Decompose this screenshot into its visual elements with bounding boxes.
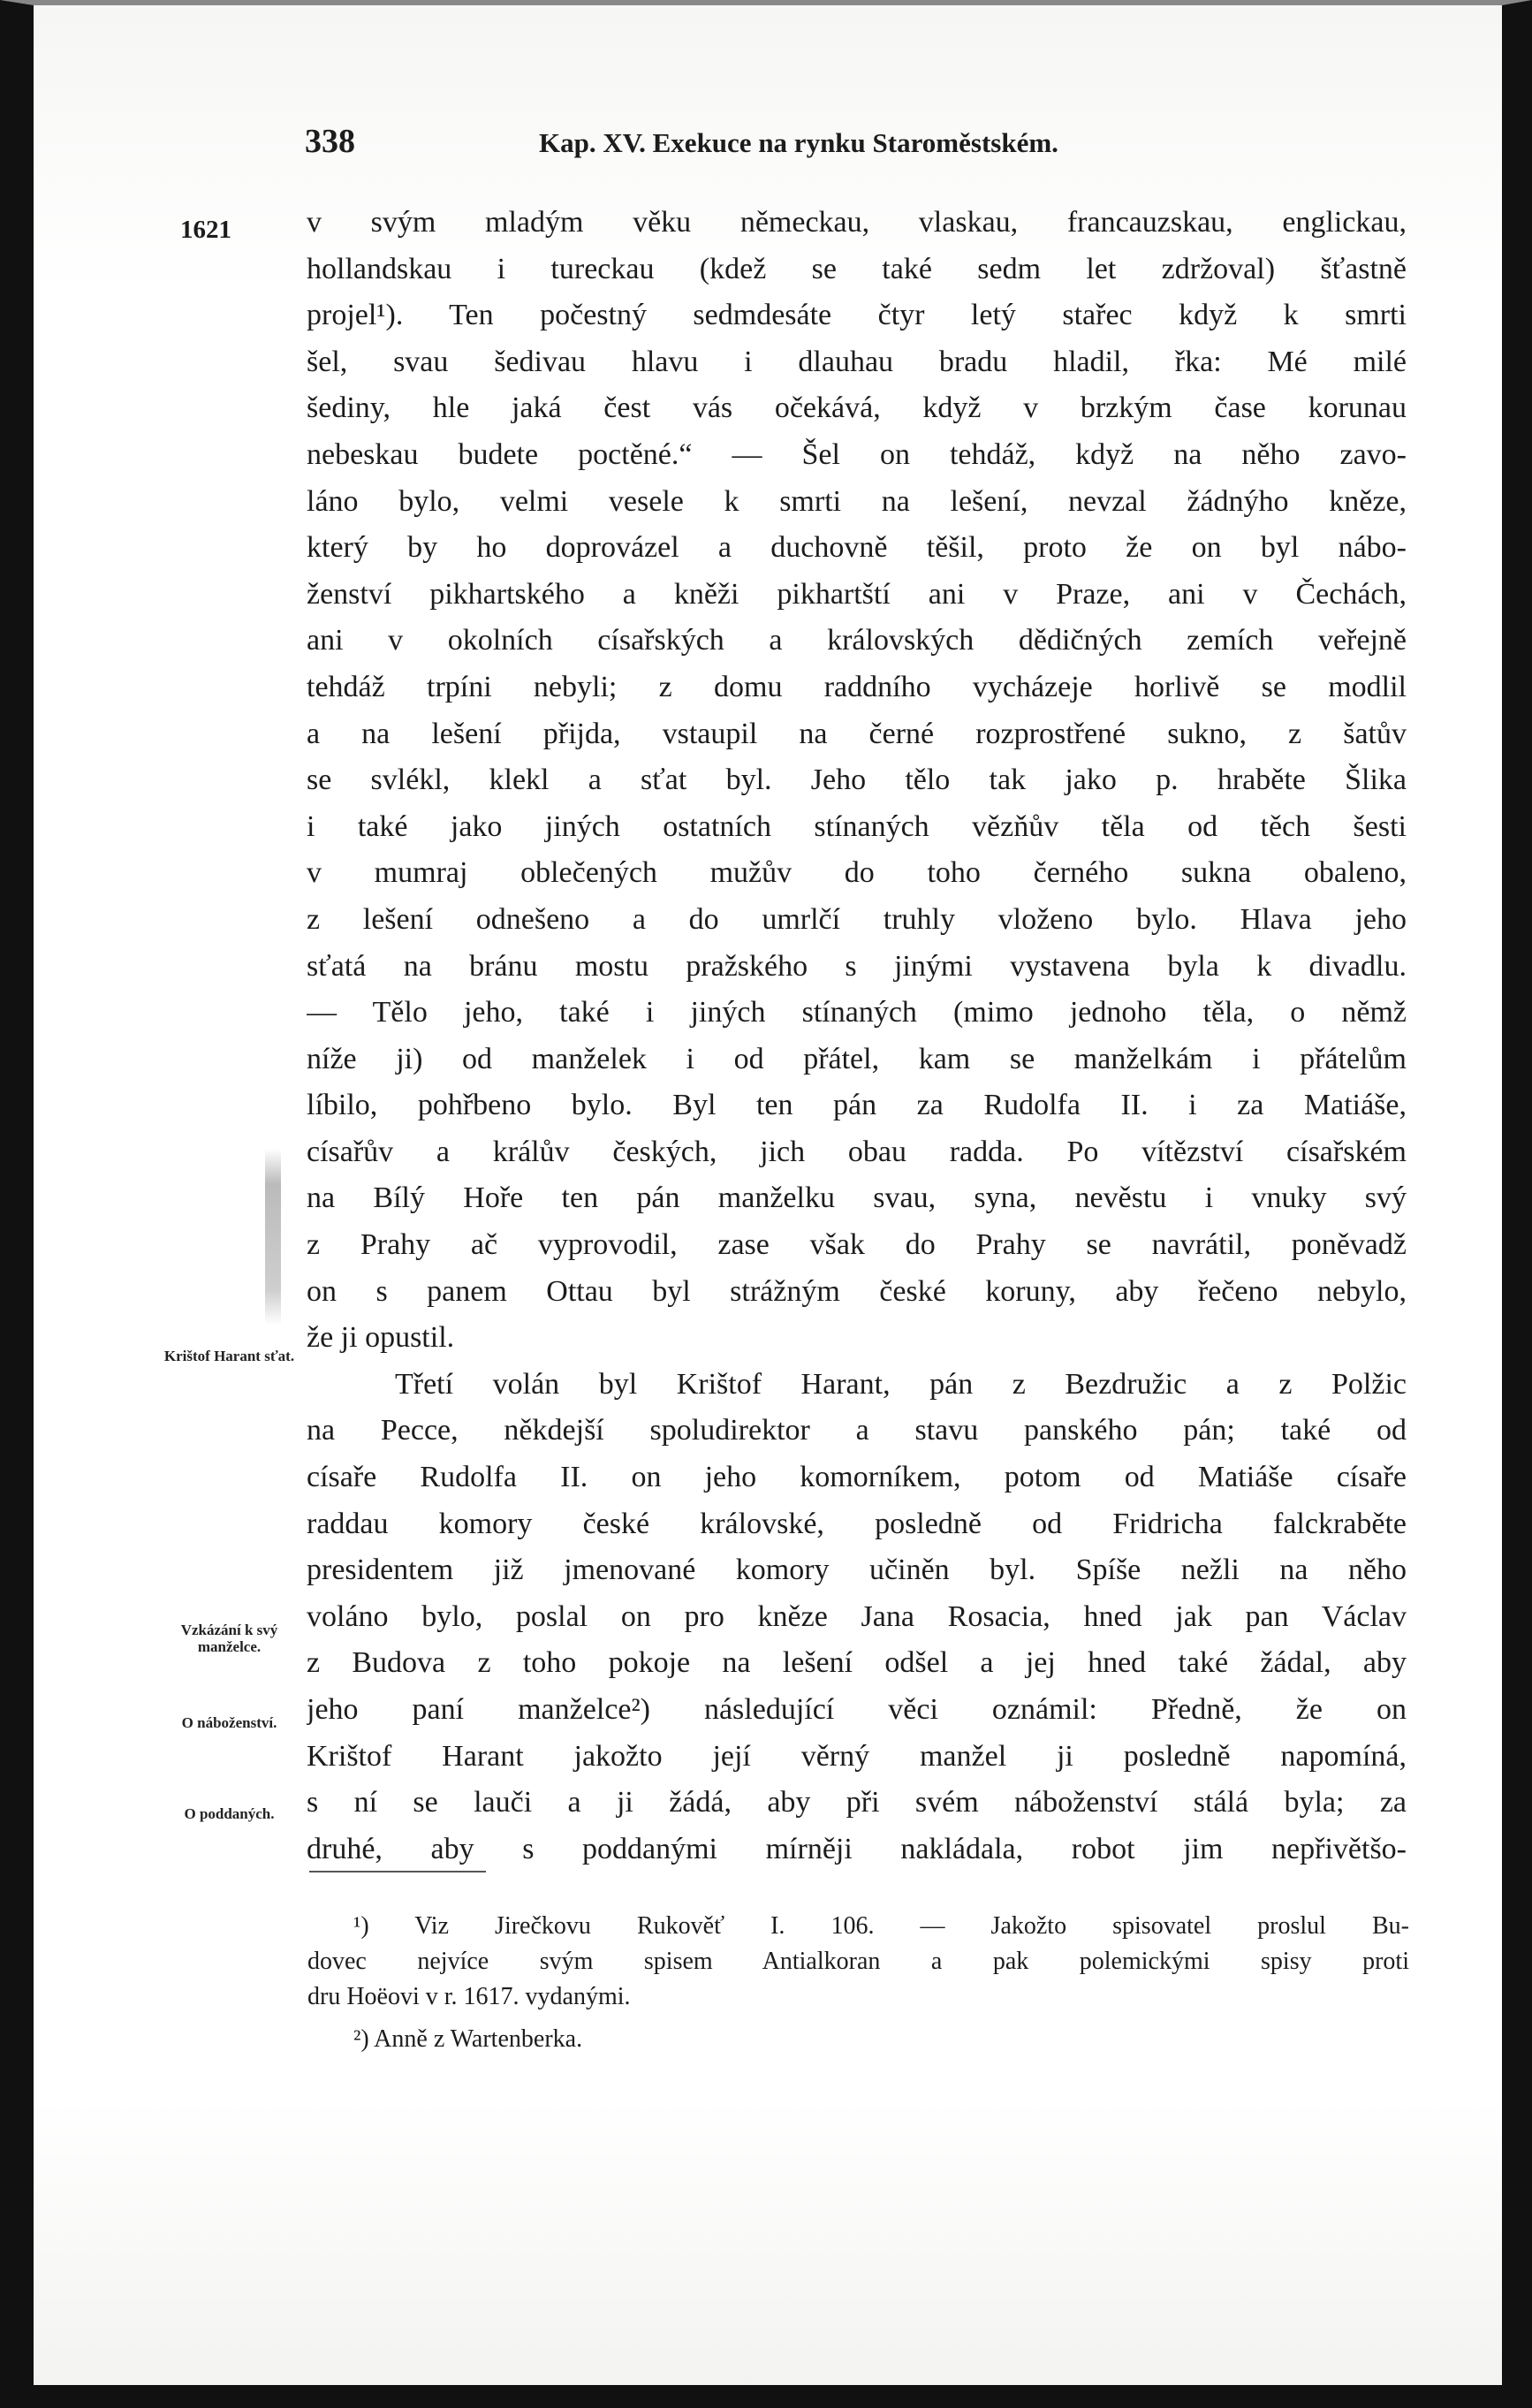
body-line: presidentem již jmenované komory učiněn byl. Spíše nežli na něho <box>307 1553 1407 1587</box>
footnote-line: dru Hoëovi v r. 1617. vydanými. <box>307 1983 631 2010</box>
footnote <box>307 1909 1409 2015</box>
body-line: s ní se lauči a ji žádá, aby při svém náboženství stálá byla; za <box>307 1786 1407 1819</box>
footnote-line: dovec nejvíce svým spisem Antialkoran a pak polemickými spisy proti <box>307 1948 1409 1975</box>
body-line: nebeskau budete poctěné.“ — Šel on tehdáž, když na něho zavo- <box>307 437 1407 471</box>
margin-note-religion: O náboženství. <box>181 1714 277 1731</box>
body-line: ani v okolních císařských a královských dědičných zemích veřejně <box>307 624 1407 657</box>
footnote-line: ¹) Viz Jirečkovu Rukověť I. 106. — Jakožto spisovatel proslul Bu- <box>353 1912 1409 1940</box>
body-line: na Pecce, někdejší spoludirektor a stavu panského pán; také od <box>307 1414 1407 1447</box>
body-line: — Tělo jeho, také i jiných stínaných (mimo jednoho těla, o němž <box>307 996 1407 1029</box>
body-line: který by ho doprovázel a duchovně těšil, proto že on byl nábo- <box>307 531 1407 565</box>
body-line: on s panem Ottau byl strážným české koruny, aby řečeno nebylo, <box>307 1274 1407 1308</box>
body-line: Třetí volán byl Krištof Harant, pán z Bezdružic a z Polžic <box>395 1367 1407 1401</box>
running-title: Kap. XV. Exekuce na rynku Staroměstském. <box>539 127 1058 158</box>
page-header <box>305 122 1188 166</box>
margin-note-harant: Krištof Harant sťat. <box>163 1348 295 1364</box>
body-line: jeho paní manželce²) následující věci oznámil: Předně, že on <box>307 1693 1407 1726</box>
body-line: na Bílý Hoře ten pán manželku svau, syna, nevěstu i vnuky svý <box>307 1181 1407 1215</box>
body-line: z Prahy ač vyprovodil, zase však do Prahy se navrátil, poněvadž <box>307 1228 1407 1262</box>
body-line: druhé, aby s poddanými mírněji nakládala, robot jim nepřivětšo- <box>307 1832 1407 1865</box>
page-number: 338 <box>305 123 355 160</box>
footnote-line: ²) Anně z Wartenberka. <box>353 2025 583 2053</box>
body-line: láno bylo, velmi vesele k smrti na lešení, nevzal žádnýho kněze, <box>307 484 1407 518</box>
body-line: níže ji) od manželek i od přátel, kam se manželkám i přátelům <box>307 1042 1407 1075</box>
scan-smudge <box>265 1149 281 1326</box>
body-line: i také jako jiných ostatních stínaných vězňův těla od těch šesti <box>307 809 1407 843</box>
body-text <box>307 200 1407 1872</box>
body-line: císaře Rudolfa II. on jeho komorníkem, potom od Matiáše císaře <box>307 1461 1407 1494</box>
body-line: se svlékl, klekl a sťat byl. Jeho tělo tak jako p. hraběte Šlika <box>307 763 1407 797</box>
margin-note-subjects: O poddaných. <box>184 1805 275 1822</box>
footnote <box>353 2022 1409 2057</box>
footnotes <box>307 1909 1409 2064</box>
body-line: z Budova z toho pokoje na lešení odšel a jej hned také žádal, aby <box>307 1646 1407 1680</box>
body-line: líbilo, pohřbeno bylo. Byl ten pán za Rudolfa II. i za Matiáše, <box>307 1089 1407 1122</box>
body-line: ženství pikhartského a kněži pikhartští ani v Praze, ani v Čechách, <box>307 577 1407 611</box>
footnote-rule <box>309 1871 486 1872</box>
body-line: v mumraj oblečených mužův do toho černého sukna obaleno, <box>307 856 1407 890</box>
body-line: v svým mladým věku německau, vlaskau, francauzskau, englickau, <box>307 206 1407 239</box>
body-line: projel¹). Ten počestný sedmdesáte čtyr letý stařec když k smrti <box>307 299 1407 332</box>
body-line: šediny, hle jaká čest vás očekává, když v brzkým čase korunau <box>307 391 1407 425</box>
body-line: šel, svau šedivau hlavu i dlauhau bradu hladil, řka: Mé milé <box>307 345 1407 378</box>
body-line: Krištof Harant jakožto její věrný manžel ji posledně napomíná, <box>307 1739 1407 1773</box>
body-line: voláno bylo, poslal on pro kněze Jana Rosacia, hned jak pan Václav <box>307 1599 1407 1633</box>
margin-year: 1621 <box>180 216 231 244</box>
body-line: tehdáž trpíni nebyli; z domu raddního vycházeje horlivě se modlil <box>307 670 1407 703</box>
body-line: a na lešení přijda, vstaupil na černé rozprostřené sukno, z šatův <box>307 717 1407 750</box>
body-line: císařův a králův českých, jich obau radda. Po vítězství císařském <box>307 1135 1407 1168</box>
margin-note-message-to-wife: Vzkázání k svý manželce. <box>180 1622 278 1655</box>
body-line: sťatá na bránu mostu pražského s jinými vystavena byla k divadlu. <box>307 949 1407 983</box>
body-line: hollandskau i tureckau (kdež se také sedm let zdržoval) šťastně <box>307 252 1407 285</box>
body-line: že ji opustil. <box>307 1321 455 1355</box>
body-line: z lešení odnešeno a do umrlčí truhly vloženo bylo. Hlava jeho <box>307 902 1407 936</box>
body-line: raddau komory české královské, posledně od Fridricha falckraběte <box>307 1507 1407 1540</box>
